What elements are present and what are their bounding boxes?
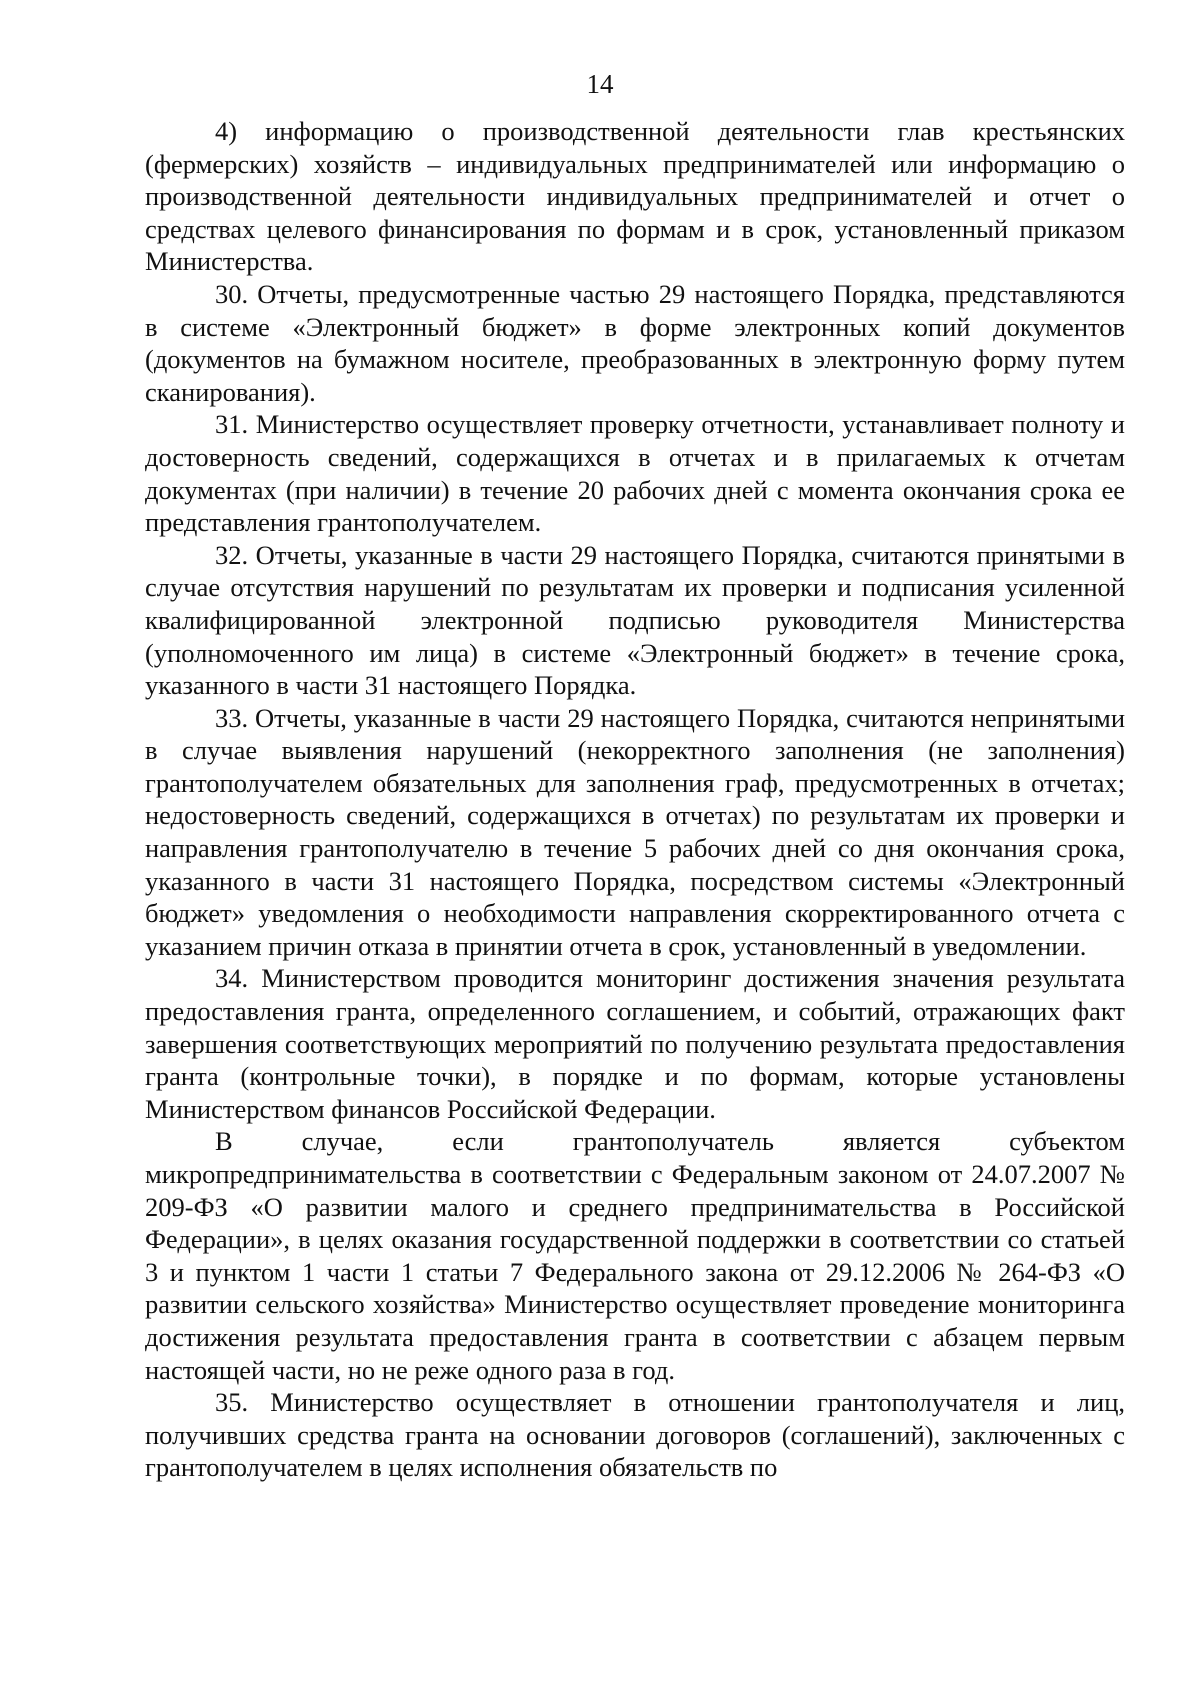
paragraph-33: 33. Отчеты, указанные в части 29 настоящего Порядка, считаются непринятыми в случае выявления нарушений (некорректного заполнения (не заполнения) грантополучателем обязательных для заполнения граф, предусмотренных в отчетах; недостоверность сведений, содержащихся в отчетах) по результатам их проверки и направления грантополучателю в течение 5 рабочих дней со дня окончания срока, указанного в части 31 настоящего Порядка, посредством системы «Электронный бюджет» уведомления о необходимости направления скорректированного отчета с указанием причин отказа в принятии отчета в срок, установленный в уведомлении. — [145, 702, 1125, 961]
paragraph-item-4: 4) информацию о производственной деятельности глав крестьянских (фермерских) хозяйств – индивидуальных предпринимателей или информацию о производственной деятельности индивидуальных предпринимателей и отчет о средствах целевого финансирования по формам и в срок, установленный приказом Министерства. — [145, 116, 1125, 277]
paragraph-30: 30. Отчеты, предусмотренные частью 29 настоящего Порядка, представляются в системе «Электронный бюджет» в форме электронных копий документов (документов на бумажном носителе, преобразованных в электронную форму путем сканирования). — [145, 278, 1125, 407]
page-number: 14 — [586, 69, 614, 99]
document-body — [145, 115, 1125, 1484]
paragraph-32: 32. Отчеты, указанные в части 29 настоящего Порядка, считаются принятыми в случае отсутствия нарушений по результатам их проверки и подписания усиленной квалифицированной электронной подписью руководителя Министерства (уполномоченного им лица) в системе «Электронный бюджет» в течение срока, указанного в части 31 настоящего Порядка. — [145, 539, 1125, 701]
paragraph-34: 34. Министерством проводится мониторинг достижения значения результата предоставления гранта, определенного соглашением, и событий, отражающих факт завершения соответствующих мероприятий по получению результата предоставления гранта (контрольные точки), в порядке и по формам, которые установлены Министерством финансов Российской Федерации. — [145, 963, 1125, 1124]
paragraph-34-continuation: В случае, если грантополучатель является субъектом микропредпринимательства в соответствии с Федеральным законом от 24.07.2007 № 209-ФЗ «О развитии малого и среднего предпринимательства в Российской Федерации», в целях оказания государственной поддержки в соответствии со статьей 3 и пунктом 1 части 1 статьи 7 Федерального закона от 29.12.2006 № 264-ФЗ «О развитии сельского хозяйства» Министерство осуществляет проведение мониторинга достижения результата предоставления гранта в соответствии с абзацем первым настоящей части, но не реже одного раза в год. — [145, 1126, 1125, 1385]
paragraph-31: 31. Министерство осуществляет проверку отчетности, устанавливает полноту и достоверность сведений, содержащихся в отчетах и в прилагаемых к отчетам документах (при наличии) в течение 20 рабочих дней с момента окончания срока ее представления грантополучателем. — [145, 409, 1125, 538]
paragraph-35: 35. Министерство осуществляет в отношении грантополучателя и лиц, получивших средства гранта на основании договоров (соглашений), заключенных с грантополучателем в целях исполнения обязательств по — [145, 1387, 1125, 1483]
